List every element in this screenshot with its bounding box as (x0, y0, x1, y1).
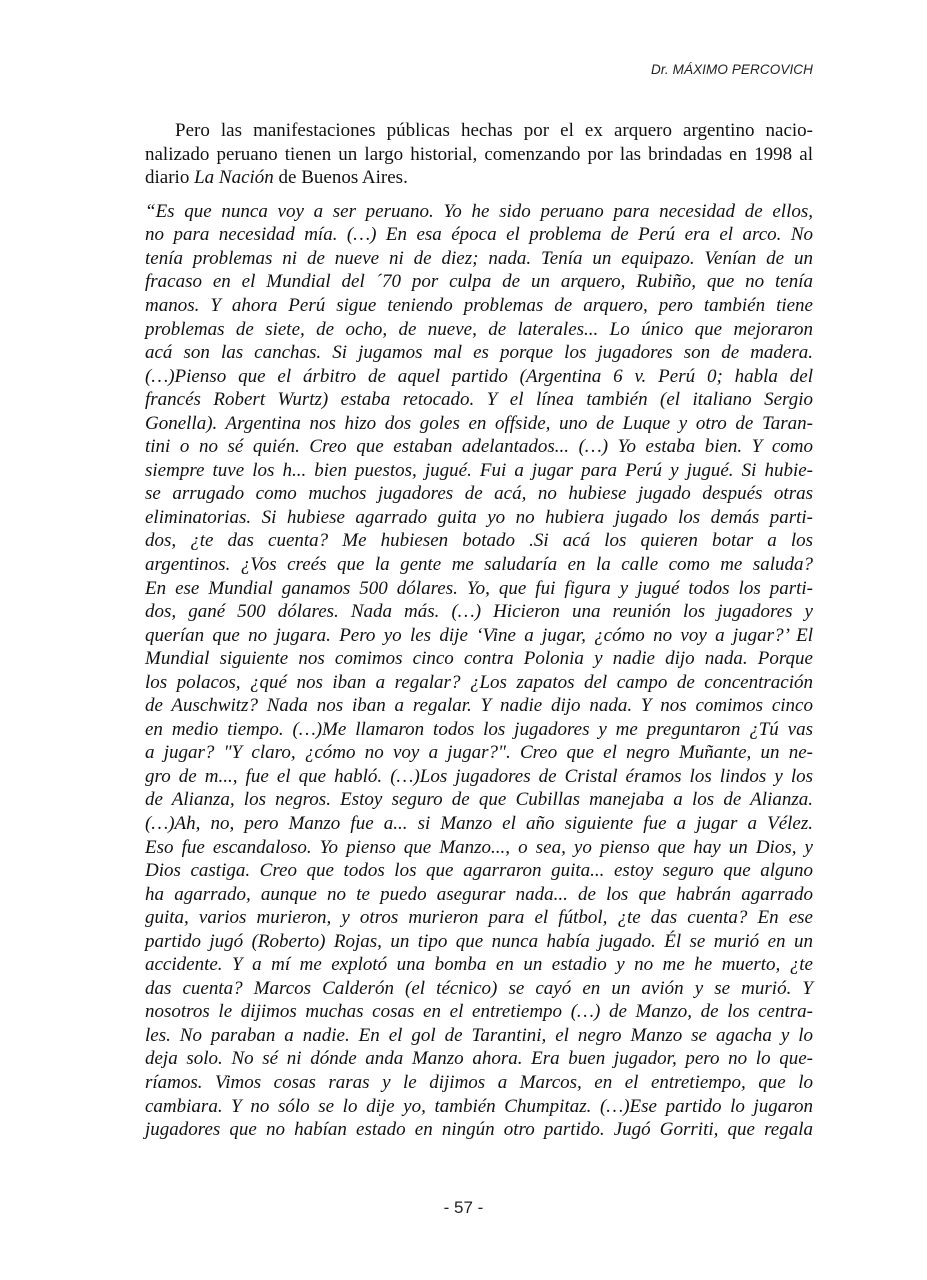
quote-line: eliminatorias. Si hubiese agarrado guita yo no hubiera jugado los demás parti- (145, 506, 813, 528)
quote-line: manos. Y ahora Perú sigue teniendo problemas de arquero, pero también tiene (145, 294, 813, 316)
quote-line: dos, gané 500 dólares. Nada más. (…) Hicieron una reunión los jugadores y (145, 601, 813, 623)
quote-line: querían que no jugara. Pero yo les dije ‘Vine a jugar, ¿cómo no voy a jugar?’ El (145, 624, 813, 646)
quote-line: de Auschwitz? Nada nos iban a regalar. Y nadie dijo nada. Y nos comimos cinco (145, 695, 813, 717)
quote-line: a jugar? "Y claro, ¿cómo no voy a jugar?". Creo que el negro Muñante, un ne- (145, 742, 813, 764)
quote-line: Gonella). Argentina nos hizo dos goles en offside, uno de Luque y otro de Taran- (145, 412, 813, 434)
quote-line: guita, varios murieron, y otros murieron para el fútbol, ¿te das cuenta? En ese (145, 907, 813, 929)
quote-line: en medio tiempo. (…)Me llamaron todos los jugadores y me preguntaron ¿Tú vas (145, 718, 813, 740)
quote-line: “Es que nunca voy a ser peruano. Yo he sido peruano para necesidad de ellos, (145, 200, 813, 222)
interview-quote (145, 200, 813, 1142)
quote-line: Dios castiga. Creo que todos los que agarraron guita... estoy seguro que alguno (145, 860, 813, 882)
quote-line: jugadores que no habían estado en ningún otro partido. Jugó Gorriti, que regala (145, 1119, 813, 1141)
quote-line: nosotros le dijimos muchas cosas en el entretiempo (…) de Manzo, de los centra- (145, 1001, 813, 1023)
quote-line: tenía problemas ni de nueve ni de diez; nada. Tenía un equipazo. Venían de un (145, 247, 813, 269)
intro-text-after: de Buenos Aires. (273, 167, 408, 189)
quote-line: acá son las canchas. Si jugamos mal es porque los jugadores son de madera. (145, 342, 813, 364)
quote-line: siempre tuve los h... bien puestos, jugué. Fui a jugar para Perú y jugué. Si hubie- (145, 459, 813, 481)
quote-line: no para necesidad mía. (…) En esa época el problema de Perú era el arco. No (145, 224, 813, 246)
quote-line: Eso fue escandaloso. Yo pienso que Manzo..., o sea, yo pienso que hay un Dios, y (145, 836, 813, 858)
quote-line: problemas de siete, de ocho, de nueve, de laterales... Lo único que mejoraron (145, 318, 813, 340)
quote-line: francés Robert Wurtz) estaba retocado. Y el línea también (el italiano Sergio (145, 389, 813, 411)
quote-line: los polacos, ¿qué nos iban a regalar? ¿Los zapatos del campo de concentración (145, 671, 813, 693)
quote-line: les. No paraban a nadie. En el gol de Tarantini, el negro Manzo se agacha y lo (145, 1024, 813, 1046)
intro-text-before: Pero las manifestaciones públicas hechas por el ex arquero argentino nacio-nalizado peruano tienen un largo historial, comenzando por las brindadas en 1998 al diario (145, 120, 813, 189)
quote-line: dos, ¿te das cuenta? Me hubiesen botado .Si acá los quieren botar a los (145, 530, 813, 552)
quote-line: argentinos. ¿Vos creés que la gente me saludaría en la calle como me saluda? (145, 553, 813, 575)
newspaper-title: La Nación (194, 167, 274, 189)
quote-line: cambiara. Y no sólo se lo dije yo, también Chumpitaz. (…)Ese partido lo jugaron (145, 1095, 813, 1117)
quote-line: Mundial siguiente nos comimos cinco contra Polonia y nadie dijo nada. Porque (145, 648, 813, 670)
quote-line: deja solo. No sé ni dónde anda Manzo ahora. Era buen jugador, pero no lo que- (145, 1048, 813, 1070)
quote-line: ha agarrado, aunque no te puedo asegurar nada... de los que habrán agarrado (145, 883, 813, 905)
quote-line: fracaso en el Mundial del ´70 por culpa de un arquero, Rubiño, que no tenía (145, 271, 813, 293)
running-header-author: Dr. MÁXIMO PERCOVICH (650, 62, 813, 77)
quote-line: En ese Mundial ganamos 500 dólares. Yo, que fui figura y jugué todos los parti- (145, 577, 813, 599)
quote-line: (…)Ah, no, pero Manzo fue a... si Manzo el año siguiente fue a jugar a Vélez. (145, 813, 813, 834)
quote-line: das cuenta? Marcos Calderón (el técnico) se cayó en un avión y se murió. Y (145, 977, 813, 999)
body-text (145, 119, 813, 1142)
quote-line: de Alianza, los negros. Estoy seguro de que Cubillas manejaba a los de Alianza. (145, 789, 813, 811)
quote-line: se arrugado como muchos jugadores de acá, no hubiese jugado después otras (145, 483, 813, 505)
page-number: - 57 - (443, 1198, 484, 1217)
intro-paragraph (145, 119, 813, 190)
quote-line: partido jugó (Roberto) Rojas, un tipo que nunca había jugado. Él se murió en un (145, 930, 813, 952)
quote-line: ríamos. Vimos cosas raras y le dijimos a Marcos, en el entretiempo, que lo (145, 1072, 813, 1094)
quote-line: (…)Pienso que el árbitro de aquel partido (Argentina 6 v. Perú 0; habla del (145, 365, 813, 387)
quote-line: accidente. Y a mí me explotó una bomba en un estadio y no me he muerto, ¿te (145, 954, 813, 976)
quote-line: tini o no sé quién. Creo que estaban adelantados... (…) Yo estaba bien. Y como (145, 436, 813, 458)
quote-line: gro de m..., fue el que habló. (…)Los jugadores de Cristal éramos los lindos y los (145, 765, 813, 787)
